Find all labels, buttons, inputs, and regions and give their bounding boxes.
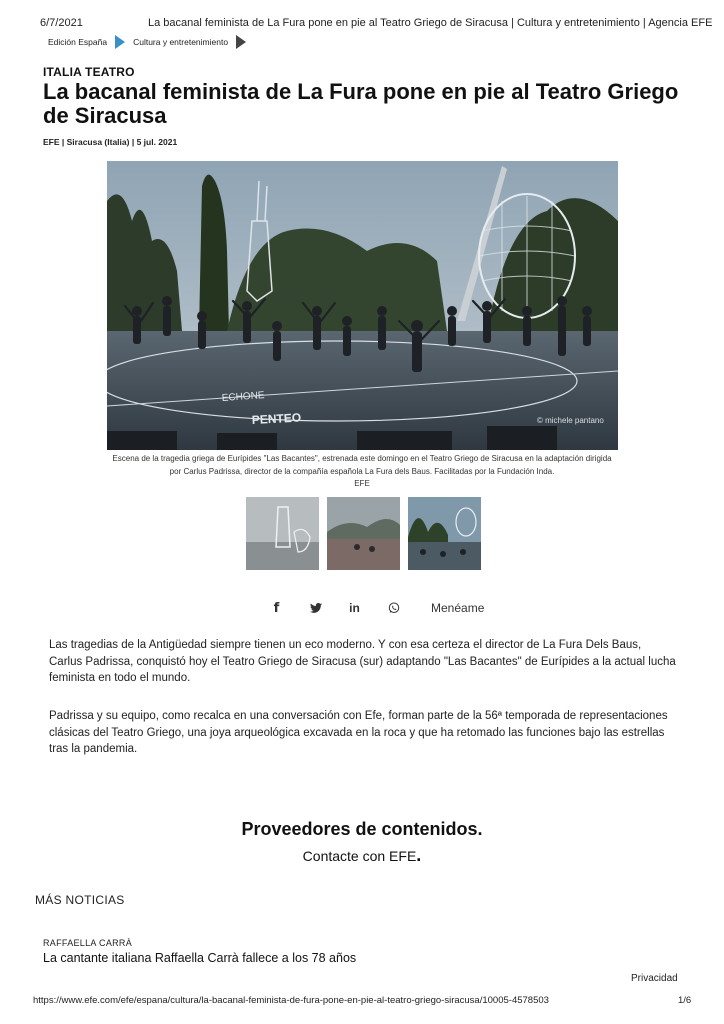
- photo-caption: [112, 453, 612, 491]
- linkedin-icon: in: [349, 601, 360, 615]
- photo-thumbnails: [246, 497, 481, 570]
- print-footer-url: https://www.efe.com/efe/espana/cultura/la-bacanal-feminista-de-fura-pone-en-pie-al-teatro-griego-siracusa/10005-4578503: [33, 995, 549, 1006]
- news-item-kicker[interactable]: RAFFAELLA CARRÀ: [43, 938, 133, 948]
- article-paragraph-2: Padrissa y su equipo, como recalca en una conversación con Efe, forman parte de la 56ª temporada de representaciones clásicas del Teatro Griego, una joya arqueológica excavada en la roca y que ha retomado las funciones bajo las estrellas tras la pandemia.: [49, 710, 668, 755]
- stage-text-penteo: PENTEO: [251, 410, 302, 427]
- breadcrumb-item-cultura[interactable]: Cultura y entretenimiento: [133, 37, 229, 47]
- print-footer-page: 1/6: [678, 995, 692, 1006]
- facebook-share-button[interactable]: [257, 598, 296, 618]
- privacy-link[interactable]: Privacidad: [631, 973, 678, 984]
- photo-thumbnail-1[interactable]: [246, 497, 319, 570]
- main-photo[interactable]: [107, 161, 618, 450]
- providers-contact: [0, 845, 724, 866]
- breadcrumb-item-edicion-espana[interactable]: Edición España: [48, 37, 108, 47]
- photo-caption-credit: EFE: [354, 479, 370, 488]
- news-item-title[interactable]: La cantante italiana Raffaella Carrà fallece a los 78 años: [43, 951, 357, 965]
- share-bar: [257, 598, 484, 618]
- contact-dot: .: [416, 845, 422, 865]
- photo-caption-text: Escena de la tragedia griega de Eurípides "Las Bacantes", estrenada este domingo en el Teatro Griego de Siracusa en la adaptación dirigida por Carlus Padrissa, director de la compañía española La Fura dels Baus. Facilitadas por la Fundación Inda.: [112, 454, 612, 476]
- more-news-heading: MÁS NOTICIAS: [35, 893, 125, 907]
- photo-watermark: © michele pantano: [537, 416, 604, 425]
- photo-thumbnail-2[interactable]: [327, 497, 400, 570]
- linkedin-share-button[interactable]: [335, 598, 374, 618]
- stage-text-echone: ECHONE: [221, 390, 265, 404]
- article-byline: EFE | Siracusa (Italia) | 5 jul. 2021: [43, 137, 178, 147]
- breadcrumb-arrow-icon: [236, 35, 246, 49]
- breadcrumb-arrow-icon: [115, 35, 125, 49]
- article-paragraph-1: Las tragedias de la Antigüedad siempre tienen un eco moderno. Y con esa certeza el director de La Fura Dels Baus, Carlus Padrissa, conquistó hoy el Teatro Griego de Siracusa (sur) adaptando "Las Bacantes" de Eurípides a la actual lucha feminista en todo el mundo.: [49, 639, 676, 684]
- thumbnail-image: [327, 497, 400, 570]
- print-date: 6/7/2021: [40, 17, 83, 29]
- meneame-share-link[interactable]: Menéame: [431, 601, 485, 615]
- thumbnail-image: [408, 497, 481, 570]
- whatsapp-icon: [388, 602, 400, 614]
- twitter-icon: [310, 603, 322, 613]
- print-page-title: La bacanal feminista de La Fura pone en pie al Teatro Griego de Siracusa | Cultura y entretenimiento | Agencia EFE: [148, 17, 713, 29]
- section-label[interactable]: ITALIA TEATRO: [43, 65, 135, 79]
- providers-title: Proveedores de contenidos.: [241, 819, 483, 839]
- whatsapp-share-button[interactable]: [374, 598, 413, 618]
- thumbnail-image: [246, 497, 319, 570]
- photo-thumbnail-3[interactable]: [408, 497, 481, 570]
- article-headline: La bacanal feminista de La Fura pone en pie al Teatro Griego de Siracusa: [43, 79, 679, 128]
- contact-efe-link[interactable]: Contacte con EFE: [302, 848, 417, 864]
- breadcrumb: [48, 35, 254, 49]
- facebook-icon: f: [273, 600, 280, 616]
- main-photo-image: [107, 161, 618, 450]
- twitter-share-button[interactable]: [296, 598, 335, 618]
